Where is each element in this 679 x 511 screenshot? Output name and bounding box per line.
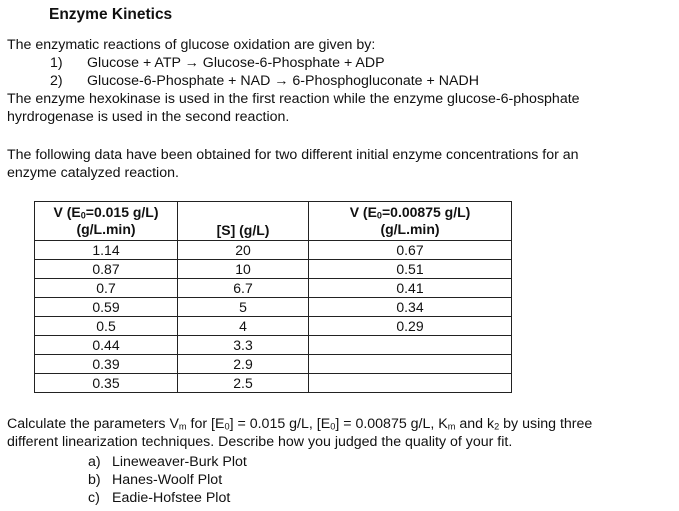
table-header-row <box>35 202 512 241</box>
table-row <box>35 317 512 336</box>
cell-s: 20 <box>178 241 309 260</box>
table-row <box>35 298 512 317</box>
option-c-text: Eadie-Hofstee Plot <box>112 490 231 506</box>
option-a-letter: a) <box>88 454 101 470</box>
cell-v1: 0.44 <box>35 336 178 355</box>
cell-s: 5 <box>178 298 309 317</box>
header-v2-unit: (g/L.min) <box>380 221 440 237</box>
cell-v2: 0.67 <box>309 241 512 260</box>
question-line1: Calculate the parameters $V_m$ for $[E_0] = 0.015$ g/L, $[E_0] = 0.00875$ g/L, $K_m$ and $k_2$ by using three <box>7 416 593 432</box>
table-row <box>35 374 512 393</box>
reaction-2-number: 2) <box>50 73 63 89</box>
cell-v2 <box>309 355 512 374</box>
header-v2: V ($E_0=0.00875$ g/L) (g/L.min) <box>309 202 512 241</box>
cell-v1: 1.14 <box>35 241 178 260</box>
enzymes-text-line1: The enzyme hexokinase is used in the first reaction while the enzyme glucose-6-phosphate <box>7 91 580 107</box>
cell-s: 4 <box>178 317 309 336</box>
table-row <box>35 336 512 355</box>
data-intro-line1: The following data have been obtained for two different initial enzyme concentrations for an <box>7 147 579 163</box>
cell-v1: 0.87 <box>35 260 178 279</box>
page-title: Enzyme Kinetics <box>49 6 173 23</box>
option-b-text: Hanes-Woolf Plot <box>112 472 223 488</box>
header-v1: V ($E_0=0.015$ g/L) (g/L.min) <box>35 202 178 241</box>
cell-v2: 0.34 <box>309 298 512 317</box>
cell-v2: 0.41 <box>309 279 512 298</box>
header-v1-unit: (g/L.min) <box>76 221 136 237</box>
cell-v2 <box>309 374 512 393</box>
cell-s: 6.7 <box>178 279 309 298</box>
option-b-letter: b) <box>88 472 101 488</box>
option-c-letter: c) <box>88 490 100 506</box>
header-substrate: [S] (g/L) <box>178 202 309 241</box>
option-a-text: Lineweaver-Burk Plot <box>112 454 247 470</box>
cell-v1: 0.5 <box>35 317 178 336</box>
cell-v1: 0.39 <box>35 355 178 374</box>
reaction-1-text: Glucose + ATP → Glucose-6-Phosphate + ADP <box>87 55 385 71</box>
cell-s: 3.3 <box>178 336 309 355</box>
table-row <box>35 355 512 374</box>
cell-v1: 0.7 <box>35 279 178 298</box>
question-line2: different linearization techniques. Describe how you judged the quality of your fit. <box>7 434 513 450</box>
data-table <box>34 201 512 393</box>
intro-text: The enzymatic reactions of glucose oxidation are given by: <box>7 37 376 53</box>
cell-v2: 0.29 <box>309 317 512 336</box>
cell-s: 10 <box>178 260 309 279</box>
cell-s: 2.9 <box>178 355 309 374</box>
cell-v2: 0.51 <box>309 260 512 279</box>
data-intro-line2: enzyme catalyzed reaction. <box>7 165 179 181</box>
table-row <box>35 260 512 279</box>
enzymes-text-line2: hyrdrogenase is used in the second reaction. <box>7 109 290 125</box>
cell-v2 <box>309 336 512 355</box>
table-row <box>35 241 512 260</box>
reaction-1-number: 1) <box>50 55 63 71</box>
table-row <box>35 279 512 298</box>
cell-v1: 0.59 <box>35 298 178 317</box>
cell-v1: 0.35 <box>35 374 178 393</box>
reaction-2-text: Glucose-6-Phosphate + NAD → 6-Phosphogluconate + NADH <box>87 73 479 89</box>
cell-s: 2.5 <box>178 374 309 393</box>
